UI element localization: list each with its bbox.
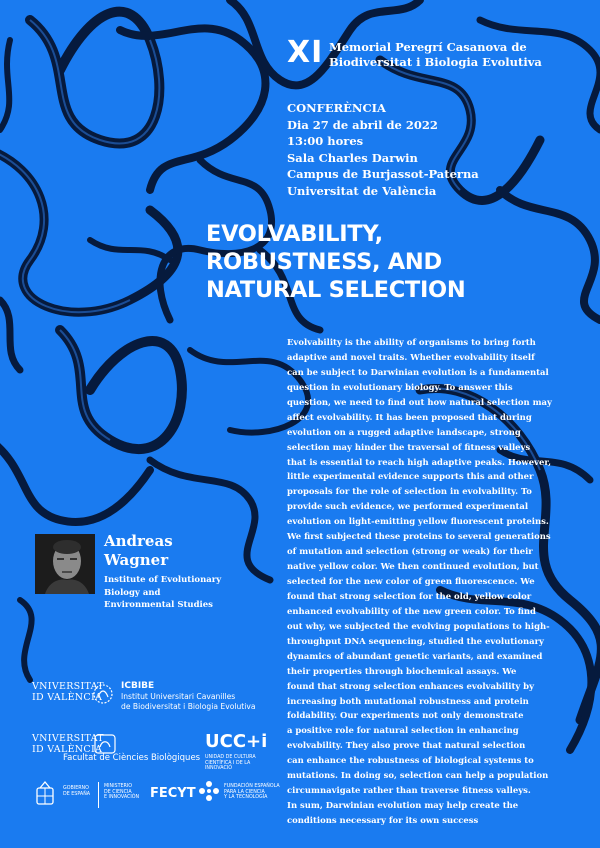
abstract-line: increasing both mutational robustness and protein bbox=[287, 695, 529, 706]
speaker-portrait bbox=[35, 534, 95, 594]
abstract-line: selected for the new color of green fluorescence. We bbox=[287, 576, 535, 586]
abstract-line: proposals for the role of selection in evolvability. To bbox=[287, 486, 532, 497]
talk-title-line: NATURAL SELECTION bbox=[206, 277, 466, 303]
abstract-line: found that strong selection for the old, yellow color bbox=[287, 590, 532, 601]
memorial-title bbox=[329, 40, 542, 70]
icbibe-line: Institut Universitari Cavanilles bbox=[121, 692, 236, 701]
memorial-title-line: Biodiversitat i Biologia Evolutiva bbox=[329, 55, 542, 69]
fecyt-dots-icon bbox=[198, 780, 220, 802]
talk-title bbox=[206, 220, 465, 304]
government-line: GOBIERNO bbox=[63, 786, 89, 791]
abstract-line: a positive role for natural selection in enhancing bbox=[287, 725, 519, 736]
ministry-line: MINISTERIO bbox=[104, 784, 133, 789]
fecyt-line: PARA LA CIENCIA bbox=[224, 789, 265, 795]
ucc-subtitle: UNIDAD DE CULTURA CIENTÍFICA I DE LA INNOVACIÓ bbox=[205, 755, 256, 772]
fecyt-line: FUNDACIÓN ESPAÑOLA bbox=[224, 784, 280, 789]
abstract-line: provide such evidence, we performed experimental bbox=[287, 501, 529, 512]
abstract-line: evolution on light-emitting yellow fluorescent proteins. bbox=[287, 516, 549, 527]
abstract-line: selection may hinder the traversal of fitness valleys bbox=[287, 441, 531, 452]
event-time: 13:00 hores bbox=[287, 134, 364, 149]
logo-divider bbox=[98, 782, 99, 808]
abstract-line: question, we need to find out how natural selection may bbox=[287, 396, 552, 407]
spain-coat-of-arms-icon bbox=[34, 780, 56, 810]
abstract-line: We first subjected these proteins to several generations bbox=[287, 531, 551, 542]
ucc-logo: UCC+i bbox=[205, 731, 268, 752]
icbibe-line: de Biodiversitat i Biologia Evolutiva bbox=[121, 701, 256, 711]
abstract-line: conditions necessary for its own success bbox=[287, 815, 479, 825]
event-campus: Campus de Burjassot-Paterna bbox=[287, 167, 479, 182]
abstract-text bbox=[287, 335, 579, 828]
speaker-affiliation bbox=[104, 574, 274, 612]
abstract-line: adaptive and novel traits. Whether evolvability itself bbox=[287, 351, 535, 362]
faculty-name: Facultat de Ciències Biològiques bbox=[63, 753, 201, 763]
abstract-line: evolution on a rugged adaptive landscape, strong bbox=[287, 426, 521, 437]
abstract-line: out why, we subjected the evolving populations to high- bbox=[287, 620, 550, 631]
fecyt-line: Y LA TECNOLOGÍA bbox=[224, 795, 268, 801]
affiliation-line: Institute of Evolutionary bbox=[104, 575, 222, 585]
event-room: Sala Charles Darwin bbox=[287, 150, 418, 165]
abstract-line: that is essential to reach high adaptive peaks. However, bbox=[287, 456, 552, 467]
speaker-last-name: Wagner bbox=[104, 551, 169, 569]
abstract-line: Evolvability is the ability of organisms to bring forth bbox=[287, 337, 536, 347]
abstract-line: question in evolutionary biology. To answer this bbox=[287, 381, 513, 392]
abstract-line: of mutation and selection (strong or weak) for their bbox=[287, 546, 533, 557]
abstract-line: mutations. In doing so, selection can help a population bbox=[287, 770, 549, 781]
talk-title-line: ROBUSTNESS, AND bbox=[206, 249, 442, 275]
abstract-line: enhanced evolvability of the new green color. To find bbox=[287, 605, 536, 616]
icbibe-emblem-icon bbox=[92, 683, 114, 705]
memorial-title-line: Memorial Peregrí Casanova de bbox=[329, 40, 527, 54]
fecyt-logo: FECYT bbox=[150, 786, 196, 801]
affiliation-line: Environmental Studies bbox=[104, 600, 213, 610]
event-details bbox=[287, 100, 479, 200]
event-university: Universitat de València bbox=[287, 183, 437, 198]
uv-logo-line: VNIVERSITAT bbox=[32, 681, 104, 692]
ministry-label bbox=[104, 784, 139, 801]
abstract-line: In sum, Darwinian evolution may help create the bbox=[287, 800, 519, 811]
abstract-line: can be subject to Darwinian evolution is a fundamental bbox=[287, 366, 549, 377]
ministry-line: E INNOVACIÓN bbox=[104, 795, 140, 801]
event-date: Dia 27 de abril de 2022 bbox=[287, 117, 438, 132]
abstract-line: evolvability. They also prove that natural selection bbox=[287, 740, 526, 751]
faculty-emblem-icon bbox=[94, 734, 116, 754]
abstract-line: can enhance the robustness of biological systems to bbox=[287, 755, 534, 766]
abstract-line: affect evolvability. It has been proposed that during bbox=[287, 411, 532, 422]
icbibe-description bbox=[121, 692, 256, 711]
abstract-line: little experimental evidence supports this and other bbox=[287, 471, 534, 482]
speaker-first-name: Andreas bbox=[104, 532, 173, 550]
fecyt-description bbox=[224, 784, 280, 801]
abstract-line: dynamics of abundant genetic variants, and examined bbox=[287, 650, 543, 661]
abstract-line: native yellow color. We then continued evolution, but bbox=[287, 561, 539, 572]
uv-logo-line: VNIVERSITAT bbox=[32, 733, 104, 744]
uv-logo-line: ID VALÈNCIA bbox=[32, 744, 103, 755]
affiliation-line: Biology and bbox=[104, 587, 161, 598]
abstract-line: circumnavigate rather than traverse fitness valleys. bbox=[287, 785, 531, 796]
speaker-name bbox=[104, 532, 173, 570]
icbibe-name: ICBIBE bbox=[121, 681, 155, 691]
abstract-line: foldability. Our experiments not only demonstrate bbox=[287, 710, 524, 721]
abstract-line: their properties through biochemical assays. We bbox=[287, 665, 517, 676]
event-type: CONFERÈNCIA bbox=[287, 101, 386, 115]
ministry-line: DE CIENCIA bbox=[104, 789, 132, 795]
abstract-line: throughput DNA sequencing, studied the evolutionary bbox=[287, 635, 544, 646]
government-label bbox=[63, 786, 90, 797]
abstract-line: found that strong selection enhances evolvability by bbox=[287, 680, 534, 691]
edition-number: XI bbox=[287, 35, 324, 70]
talk-title-line: EVOLVABILITY, bbox=[206, 221, 383, 247]
uv-logo-line: ID VALÈNCIA bbox=[32, 692, 103, 703]
government-line: DE ESPAÑA bbox=[63, 791, 91, 797]
